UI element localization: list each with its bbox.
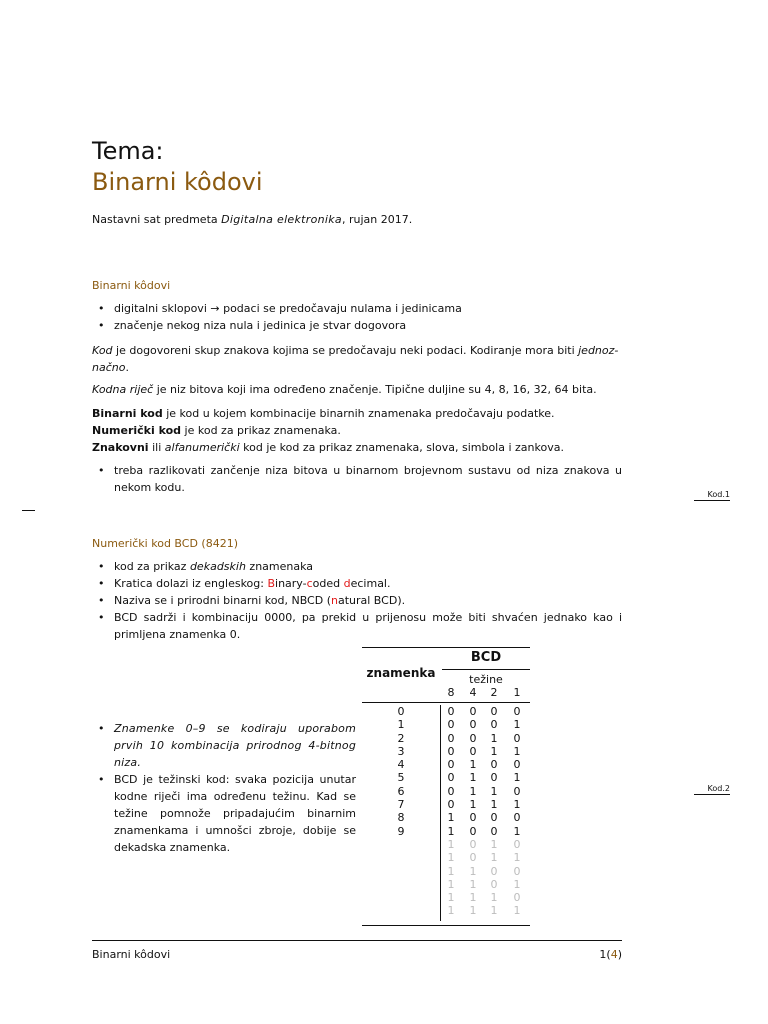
table-cell: 1 [513,744,521,758]
table-cell: 1 [447,864,455,878]
table-cell: 1 [469,758,477,772]
table-cell: 9 [397,824,405,838]
table-cell: 0 [447,771,455,785]
margin-note-kod1[interactable]: Kod.1 [694,490,730,501]
table-cell: 0 [513,784,521,798]
weight-2: 2 [490,686,498,699]
table-cell: 0 [490,705,498,718]
table-cell: 1 [490,731,498,745]
table-cell: 0 [490,877,498,891]
table-cell: 1 [513,798,521,812]
table-cell: 0 [447,731,455,745]
tema-label: Tema: [92,137,164,165]
table-cell: 1 [469,784,477,798]
table-cell: 1 [447,904,455,918]
table-cell: 0 [447,744,455,758]
table-cell: 0 [490,811,498,825]
table-cell: 6 [397,784,405,798]
table-cell: 1 [490,798,498,812]
table-cell: 1 [469,877,477,891]
table-cell: 0 [490,864,498,878]
table-cell: 1 [397,718,405,732]
table-cell: 1 [490,837,498,851]
table-cell: 0 [447,758,455,772]
section-heading-bcd: Numerički kod BCD (8421) [92,537,238,550]
table-cell: 0 [397,705,405,718]
footer-page: 1(4) [599,948,622,961]
table-cell: 5 [397,771,405,785]
table-cell: 0 [513,705,521,718]
paragraph-kodna-rijec: Kodna riječ je niz bitova koji ima određeno značenje. Tipične duljine su 4, 8, 16, 32, 64 bita. [92,383,597,396]
table-cell: 7 [397,798,405,812]
table-cell: 0 [447,705,455,718]
table-bcd-rule [442,669,530,670]
definitions: Binarni kod je kod u kojem kombinacije binarnih znamenaka predočavaju podatke. Numerički kod je kod za prikaz znamenaka. Znakovni ili alfanumerički kod je kod za prikaz znamenaka, slova, simbola i zankova. [92,407,564,454]
weight-1: 1 [513,686,521,699]
table-cell: 2 [397,731,405,745]
table-col-4 [467,705,479,918]
page-title: Binarni kôdovi [92,168,263,196]
bcd-side-bullets [92,720,356,856]
list-item: • Naziva se i prirodni binarni kod, NBCD (natural BCD). [92,592,622,609]
margin-dash [22,510,35,511]
list-item: • BCD sadrži i kombinaciju 0000, pa prekid u prijenosu može biti shvaćen jednako kao i primljena znamenka 0. [92,609,622,643]
table-cell: 1 [447,851,455,865]
table-col-8 [445,705,457,918]
list-item: • treba razlikovati zančenje niza bitova u binarnom brojevnom sustavu od niza znakova u nekom kodu. [92,462,622,496]
table-cell: 0 [447,798,455,812]
list-item: • Znamenke 0–9 se kodiraju uporabom prvih 10 kombinacija prirodnog 4-bitnog niza. [92,720,356,771]
table-header-znamenka: znamenka [366,666,436,680]
table-cell: 1 [469,891,477,905]
table-cell: 0 [447,784,455,798]
table-col-digit [392,705,410,838]
table-col-2 [488,705,500,918]
table-cell: 1 [513,718,521,732]
table-cell: 3 [397,744,405,758]
table-top-rule [362,647,530,648]
table-cell: 1 [513,824,521,838]
table-cell: 1 [513,771,521,785]
table-cell: 1 [513,877,521,891]
table-cell: 0 [513,837,521,851]
table-header-bcd: BCD [470,650,502,665]
table-cell: 1 [469,864,477,878]
table-cell: 1 [490,851,498,865]
list-item: • kod za prikaz dekadskih znamenaka [92,558,622,575]
table-cell: 1 [447,824,455,838]
table-cell: 1 [490,904,498,918]
list-item: • digitalni sklopovi → podaci se predočavaju nulama i jedinicama [92,300,622,317]
table-cell: 0 [469,705,477,718]
table-cell: 1 [490,891,498,905]
subtitle: Nastavni sat predmeta Digitalna elektronika, rujan 2017. [92,213,413,226]
table-cell: 1 [490,744,498,758]
table-cell: 0 [469,731,477,745]
table-cell: 4 [397,758,405,772]
table-col-1 [511,705,523,918]
paragraph-kod: Kod je dogovoreni skup znakova kojima se predočavaju neki podaci. Kodiranje mora biti jednoz- načno. [92,344,619,374]
table-mid-rule [362,702,530,703]
table-cell: 0 [513,758,521,772]
table-cell: 1 [447,837,455,851]
table-cell: 0 [490,771,498,785]
table-cell: 1 [490,784,498,798]
table-cell: 0 [469,718,477,732]
weight-8: 8 [447,686,455,699]
weight-4: 4 [469,686,477,699]
footer-total-link[interactable]: 4 [610,948,618,961]
table-cell: 1 [469,771,477,785]
table-cell: 1 [513,851,521,865]
table-cell: 0 [469,744,477,758]
section1-bullet-note [92,462,622,496]
table-cell: 1 [447,877,455,891]
table-cell: 1 [447,811,455,825]
section1-bullets [92,300,622,334]
section2-bullets [92,558,622,643]
table-cell: 0 [513,811,521,825]
margin-note-kod2[interactable]: Kod.2 [694,784,730,795]
table-cell: 0 [490,824,498,838]
table-cell: 0 [513,864,521,878]
table-cell: 1 [447,891,455,905]
list-item: • Kratica dolazi iz engleskog: Binary-coded decimal. [92,575,622,592]
list-item: • značenje nekog niza nula i jedinica je stvar dogovora [92,317,622,334]
table-header-tezine: težine [469,673,503,686]
table-cell: 0 [490,718,498,732]
table-cell: 0 [513,731,521,745]
section-heading-binarni: Binarni kôdovi [92,279,171,292]
table-bottom-rule [362,925,530,926]
list-item: • BCD je težinski kod: svaka pozicija unutar kodne riječi ima određenu težinu. Kad se težine pomnože pripadajućim binarnim znamenkama i umnošci zbroje, dobije se dekadska znamenka. [92,771,356,856]
footer-rule [92,940,622,941]
table-cell: 0 [513,891,521,905]
footer-title: Binarni kôdovi [92,948,171,961]
table-cell: 0 [469,851,477,865]
table-cell: 0 [469,837,477,851]
table-cell: 0 [469,811,477,825]
table-cell: 1 [469,904,477,918]
table-cell: 1 [469,798,477,812]
table-cell: 1 [513,904,521,918]
table-cell: 8 [397,811,405,825]
table-cell: 0 [447,718,455,732]
table-cell: 0 [490,758,498,772]
table-cell: 0 [469,824,477,838]
